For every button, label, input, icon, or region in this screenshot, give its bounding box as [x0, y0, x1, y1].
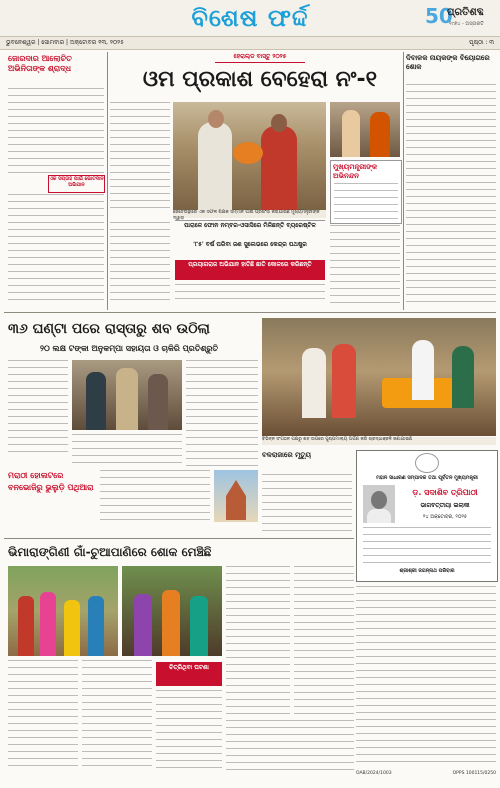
- lead-kicker: ହେରାଲ୍ଡ ବାସ୍ତୁ ୨୦୨୫: [215, 52, 305, 63]
- marathi-headline: ମରାଠୀ ହୋଲଟରେ ବନଭୋଜିରୁ ଭୁଲୁଡ଼ି ପଥିଆରା: [8, 471, 94, 492]
- banner-subheadline: ୨୦ ଲକ୍ଷ ଟଙ୍କା ଅନୁକମ୍ପା ସହାୟତା ଓ ଚାକିରି ପ୍ରତିଶ୍ରୁତି: [40, 344, 219, 353]
- left-top-body-2: [8, 194, 104, 304]
- obituary-portrait: [363, 485, 395, 523]
- second-banner-body-1: [226, 566, 290, 716]
- lead-headline: ଓମ ପ୍ରକାଶ ବେହେରା ନଂ-୧: [142, 67, 378, 92]
- cm-sidebox: [330, 160, 402, 224]
- lead-body-bottom: [175, 284, 325, 304]
- second-banner-body-3: [8, 660, 78, 772]
- left-top-body: [8, 88, 104, 173]
- lead-subheadline-2: '୮୫' ବର୍ଷ ପରିବା ଜଣ ସୁଲେଭରେ କେନ୍ଦ୍ର ପଥଷ୍ଟ୍ର: [193, 241, 307, 248]
- second-banner-body-5: [156, 690, 222, 772]
- obituary-date: ୨୪ ଅକ୍ଟୋବର, ୨୦୨୫: [422, 514, 468, 520]
- lead-photo: [173, 102, 326, 210]
- banner-photo-caption: ବିଭିନ୍ନ ସଂଗଠନ ପକ୍ଷରୁ ଶବ ଉପରେ ପୁଷ୍ପମାଲ୍ୟ ଅର୍ପଣ କରି ଶ୍ରଦ୍ଧାଞ୍ଜଳି ଜଣାଯାଇଛି: [262, 437, 496, 445]
- section-rule: [4, 312, 496, 313]
- obituary-code: OPPS 100115/0250: [452, 771, 496, 776]
- right-top-body: [406, 84, 496, 304]
- dateline: [0, 36, 500, 50]
- lead-photo-2: [330, 102, 400, 157]
- logo-name: ପ୍ରତିଶବ୍ଦ: [447, 7, 484, 18]
- lead-body-right: [330, 225, 400, 305]
- obituary-subtitle: ଭାଗବତ୍ତୀୟା ଇଲାକୀ: [420, 502, 470, 509]
- newspaper-logo[interactable]: [425, 4, 497, 32]
- obituary-name: ଡ଼. ସଦାଶିବ ତ୍ରିପାଠୀ: [412, 488, 478, 497]
- second-banner-inset-label: ଚିତ୍ରିଥିବା ଘଟଣା: [156, 662, 222, 686]
- banner-headline: ୩୬ ଘଣ୍ଟା ପରେ ରାସ୍ତାରୁ ଶବ ଉଠିଲା: [8, 321, 210, 337]
- right-top-headline: ଦିବାଳକ ନାୟକଙ୍କ ବିୟୋଗରେ ଶୋକ: [406, 54, 490, 71]
- obituary-heading: ମହାନ ସାଧାରଣ ସମ୍ପାଦକ ତଥା ପୂର୍ବତନ ମୁଖ୍ୟମନ୍ତ୍ରୀ: [376, 475, 478, 481]
- second-banner-body-4: [82, 660, 152, 772]
- lead-body-left: [110, 102, 170, 212]
- banner-body-right: [186, 360, 258, 470]
- small-right-body: [262, 474, 352, 534]
- obituary-footer: ଶ୍ରୀଶ୍ରୀ ଜଗନ୍ନାଥ ପରିବାର: [399, 568, 455, 574]
- section-rule-2: [4, 538, 354, 539]
- second-banner-headline: ଭିମାରାଙ୍ଗିଣୀ ଗାଁ-ଚୁଆପାଣିରେ ଶୋକ ମେଞ୍ଚିଛି: [8, 545, 212, 559]
- mourning-photo: [122, 566, 222, 656]
- lead-subheadline-1: ପାରାଳେ ଫୋନ ନମ୍ବର-ଓସାସିରେ ମିଳିଛନ୍ତି ବ୍ୟରେଷ୍ଟିଳ: [175, 220, 325, 239]
- small-right-headline: ବଳରାଜାରେ ମୃତ୍ୟୁ: [262, 451, 312, 459]
- marathi-body: [100, 470, 210, 522]
- logo-number: 50: [425, 4, 453, 28]
- second-banner-body-2: [294, 566, 354, 716]
- obituary-emblem-icon: [415, 453, 439, 473]
- obituary-box: [356, 450, 498, 582]
- column-divider-right: [403, 52, 404, 310]
- logo-tagline: ୧୯୭୪ - ଅସ୍ତାରତି: [449, 21, 484, 27]
- lead-subheadline-3: ପ୍ରୟାଗରାଜ ଅଭିଯାନ ହାତିଛି ଛାତି କୋଳରେ କରିଛନ୍ତି: [175, 260, 325, 280]
- temple-photo: [214, 470, 258, 522]
- banner-body-center: [72, 434, 182, 464]
- section-title: ବିଶେଷ ଫର୍ଦ୍ଦ: [191, 4, 309, 32]
- column-divider: [107, 52, 108, 310]
- obituary-body: [363, 527, 491, 565]
- lead-body-center: [110, 222, 170, 302]
- page-number: ପୃଷ୍ଠା : ୩: [469, 39, 494, 46]
- cm-sidebox-body: [334, 183, 398, 221]
- village-photo: [8, 566, 118, 656]
- lead-photo-caption: ଜେତେଉନ୍ଥାରେ ଏକ ସଫଳ ଶିକ୍ଷକ ସମ୍ମାନ ପାଇ ପ୍ରଶଂସା କରାଯାଇଛି ମୁଖ୍ୟମନ୍ତ୍ରୀଙ୍କ ଦ୍ୱାରା: [173, 210, 326, 218]
- right-bottom-body: [356, 586, 496, 762]
- banner-photo-large: [262, 318, 496, 436]
- banner-body-left: [8, 360, 68, 455]
- cm-sidebox-title: ମୁଖ୍ୟମନ୍ତ୍ରୀଙ୍କ ଅଭିନନ୍ଦନ: [333, 163, 378, 180]
- footer-code: OAB/2024/1003: [356, 771, 392, 776]
- left-top-inset-label: ଏକ ସପ୍ତାହ ପାଇଁ ଭୋଟଦାନ ଅଭିଯାନ: [48, 175, 105, 193]
- dateline-left: ଭୁବନେଶ୍ୱର | ସୋମବାର | ଅକ୍ଟୋବର ୧୩, ୨୦୨୫: [6, 39, 124, 46]
- second-banner-body-6: [226, 720, 354, 772]
- left-top-headline: ଜୋରଦାର ଆଲୋଚିତ ଅଭିନିତାଙ୍କ ଶ୍ରାଦ୍ଧ: [8, 54, 72, 73]
- banner-photo-small: [72, 360, 182, 430]
